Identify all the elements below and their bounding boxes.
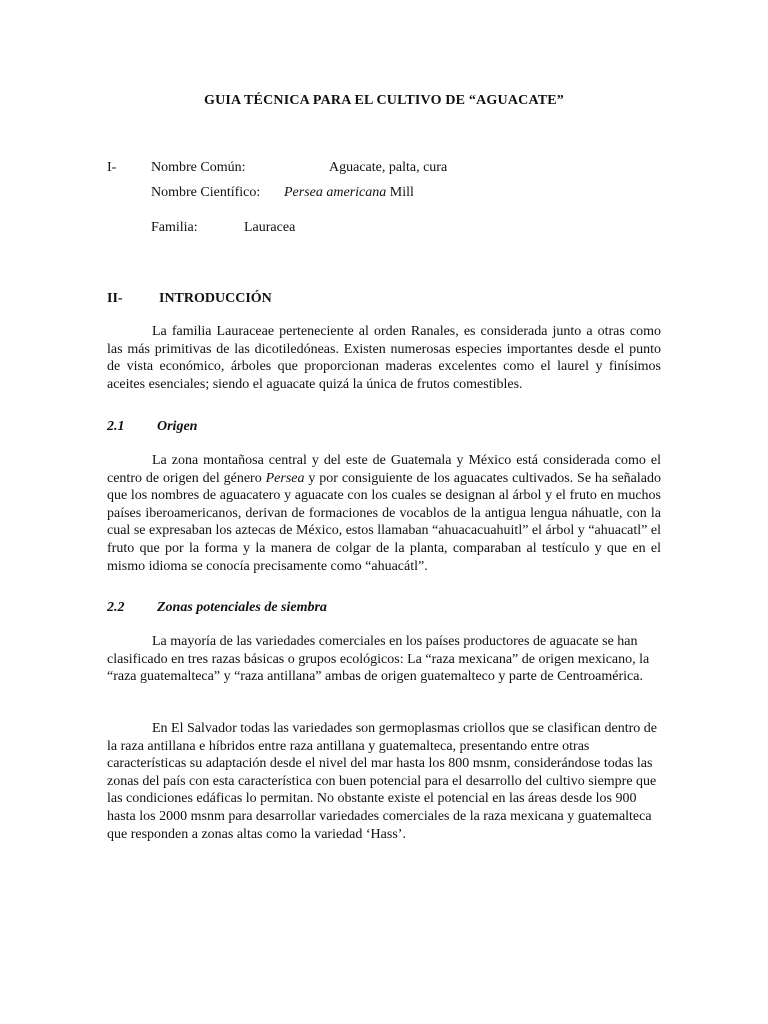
origin-text-part1: La zona montañosa central y del este de Guatemala y México está considerada como el centro de origen del género [107,453,661,486]
scientific-name-value [284,184,414,202]
subsection-2-2-number: 2.2 [107,600,125,615]
intro-paragraph: La familia Lauraceae perteneciente al orden Ranales, es considerada junto a otras como las más primitivas de las dicotiledóneas. Existen numerosas especies importantes desde el punto de vista económico, árboles que proporcionan maderas excelentes como el laurel y finísimos aceites esenciales; siendo el aguacate quizá la única de frutos comestibles. [107,324,661,392]
family-value: Lauracea [244,220,296,235]
origin-genus-italic: Persea [265,470,305,486]
common-name-value: Aguacate, palta, cura [329,160,448,175]
subsection-2-1-heading: Origen [157,419,198,434]
origin-text-part2: y por consiguiente de los aguacates cultivados. Se ha señalado que los nombres de aguacatero y aguacate con los cuales se designan al árbol y el fruto en muchos países iberoamericanos, derivan de formaciones de vocablos de la antigua lengua náhuatle, con la cual se expresaban los aztecas de México, estos llamaban “ahuacacuahuitl” el árbol y “ahuacatl” el fruto que por la forma y la manera de colgar de la planta, comparaban al testículo y que en el mismo idioma se conocía precisamente como “ahuacátl”. [107,470,662,574]
document-title: GUIA TÉCNICA PARA EL CULTIVO DE “AGUACATE” [203,93,564,108]
scientific-name-italic: Persea americana [284,185,387,200]
origin-paragraph [107,452,661,575]
zones-paragraph-2: En El Salvador todas las variedades son germoplasmas criollos que se clasifican dentro de la raza antillana e híbridos entre raza antillana y guatemalteca, presentando entre otras características su adaptación desde el nivel del mar hasta los 800 msnm, considerándose todas las zonas del país con esta característica con buen potencial para el desarrollo del cultivo siempre que las condiciones edáficas lo permitan. No obstante existe el potencial en las áreas desde los 900 hasta los 2000 msnm para desarrollar variedades comerciales de la raza mexicana y guatemalteca que responden a zonas altas como la variedad ‘Hass’. [107,721,658,842]
family-label: Familia: [151,220,198,235]
subsection-2-2-heading: Zonas potenciales de siembra [157,600,327,615]
section-1-number: I- [107,160,117,175]
subsection-2-1-number: 2.1 [107,419,125,434]
zones-paragraph-1: La mayoría de las variedades comerciales en los países productores de aguacate se han clasificado en tres razas básicas o grupos ecológicos: La “raza mexicana” de origen mexicano, la “raza guatemalteca” y “raza antillana” ambas de origen guatemalteco y parte de Centroamérica. [107,634,650,685]
common-name-label: Nombre Común: [151,160,246,175]
section-2-heading: INTRODUCCIÓN [159,291,272,306]
scientific-name-label: Nombre Científico: [151,185,261,200]
section-2-number: II- [107,291,123,306]
scientific-name-author: Mill [386,185,414,200]
